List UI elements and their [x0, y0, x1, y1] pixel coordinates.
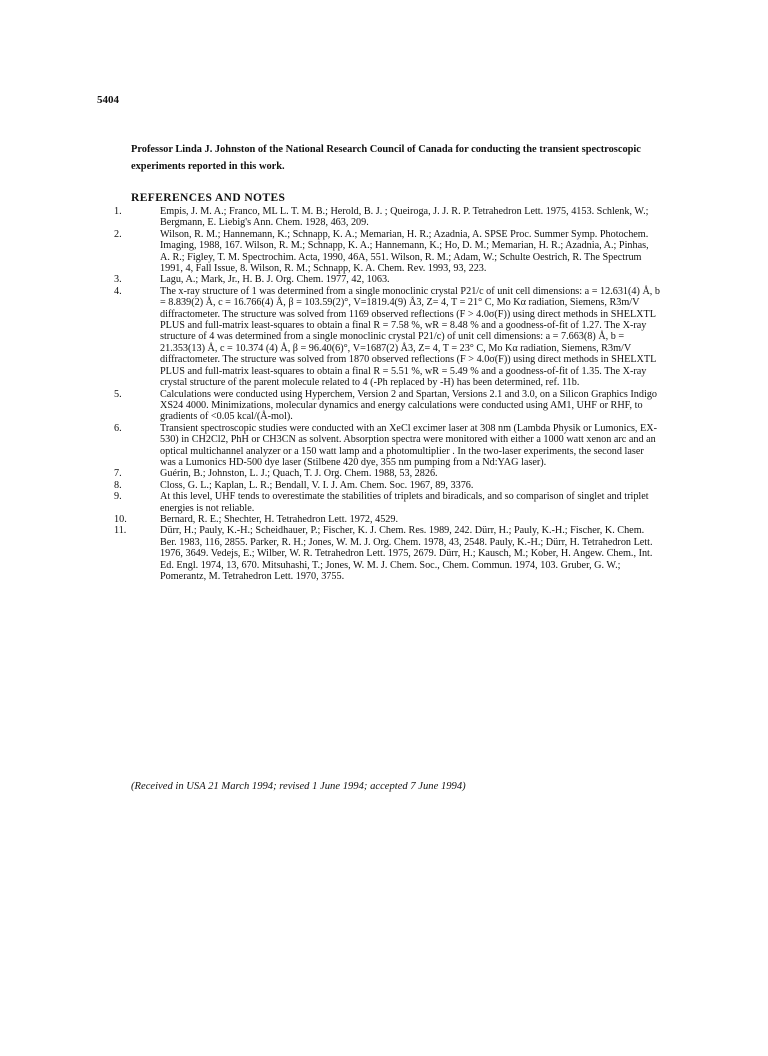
reference-text: Dürr, H.; Pauly, K.-H.; Scheidhauer, P.; Fischer, K. J. Chem. Res. 1989, 242. Dürr, H.; Pauly, K.-H.; Fischer, K. Chem. Ber. 1983, 116, 2855. Parker, R. H.; Jones, W. M. J. Org. Chem. 1978, 43, 2548. Pauly, K.-H.; Dürr, H. Tetrahedron Lett. 1976, 3649. Vedejs, E.; Wilber, W. R. Tetrahedron Lett. 1975, 2679. Dürr, H.; Kausch, M.; Kober, H. Angew. Chem., Int. Ed. Engl. 1974, 13, 670. Mitsuhashi, T.; Jones, W. M. J. Chem. Soc., Chem. Commun. 1974, 103. Gruber, G. W.; Pomerantz, M. Tetrahedron Lett. 1970, 3755. — [160, 525, 653, 582]
reference-text: Guérin, B.; Johnston, L. J.; Quach, T. J. Org. Chem. 1988, 53, 2826. — [160, 468, 438, 480]
reference-number: 5. — [114, 388, 122, 400]
reference-text: Calculations were conducted using Hyperchem, Version 2 and Spartan, Versions 2.1 and 3.0, on a Silicon Graphics Indigo XS24 4000. Minimizations, molecular dynamics and energy calculations were conducted using AM1, UHF or RHF, to gradients of <0.05 kcal/(Å-mol). — [160, 388, 658, 423]
reference-text: Lagu, A.; Mark, Jr., H. B. J. Org. Chem. 1977, 42, 1063. — [160, 274, 390, 286]
reference-text: The x-ray structure of 1 was determined from a single monoclinic crystal P21/c of unit cell dimensions: a = 12.631(4) Å, b = 8.839(2) Å, c = 16.766(4) Å, β = 103.59(2)°, V=1819.4(9) Å3, Z= 4, T = 21° C, Mo Kα radiation, Siemens, R3m/V diffractometer. The structure was solved from 1169 observed reflections (F > 4.0σ(F)) using direct methods in SHELXTL PLUS and full-matrix least-squares to obtain a final R = 7.58 %, wR = 8.48 % and a goodness-of-fit of 1.27. The X-ray structure of 4 was determined from a single monoclinic crystal P21/c) of unit cell dimensions: a = 7.663(8) Å, b = 21.353(13) Å, c = 10.374 (4) Å, β = 96.40(6)°, V=1687(2) Å3, Z= 4, T = 23° C, Mo Kα radiation, Siemens, R3m/V diffractometer. The structure was solved from 1870 observed reflections (F > 4.0σ(F)) using direct methods in SHELXTL PLUS and full-matrix least-squares to obtain a final R = 5.51 %, wR = 5.49 % and a goodness-of-fit of 1.35. The X-ray crystal structure of the parent molecule related to 4 (-Ph replaced by -H) has been determined, ref. 11b. — [160, 285, 660, 389]
reference-item — [112, 423, 660, 469]
received-dates-note: (Received in USA 21 March 1994; revised 1 June 1994; accepted 7 June 1994) — [131, 781, 466, 792]
reference-item — [112, 480, 660, 491]
reference-item — [112, 491, 660, 514]
reference-text: Wilson, R. M.; Hannemann, K.; Schnapp, K. A.; Memarian, H. R.; Azadnia, A. SPSE Proc. Summer Symp. Photochem. Imaging, 1988, 167. Wilson, R. M.; Schnapp, K. A.; Hannemann, K.; Ho, D. M.; Memarian, H. R.; Azadnia, A.; Pinhas, A. R.; Figley, T. M. Spectrochim. Acta, 1990, 46A, 551. Wilson, R. M.; Adam, W.; Schulte Oestrich, R. The Spectrum 1991, 4, Fall Issue, 8. Wilson, R. M.; Schnapp, K. A. Chem. Rev. 1993, 93, 223. — [160, 228, 649, 275]
reference-item — [112, 525, 660, 582]
reference-text: Bernard, R. E.; Shechter, H. Tetrahedron Lett. 1972, 4529. — [160, 513, 399, 525]
reference-text: Empis, J. M. A.; Franco, ML L. T. M. B.; Herold, B. J. ; Queiroga, J. J. R. P. Tetrahedron Lett. 1975, 4153. Schlenk, W.; Bergmann, E. Liebig's Ann. Chem. 1928, 463, 209. — [160, 206, 649, 229]
reference-number: 1. — [114, 206, 122, 217]
reference-item — [112, 274, 660, 285]
reference-item — [112, 286, 660, 389]
reference-number: 11. — [114, 525, 127, 537]
reference-item — [112, 468, 660, 479]
references-heading: REFERENCES AND NOTES — [131, 192, 286, 204]
reference-item — [112, 389, 660, 423]
reference-number: 10. — [114, 513, 127, 525]
reference-number: 9. — [114, 491, 122, 503]
page-number: 5404 — [97, 94, 119, 106]
reference-number: 2. — [114, 228, 122, 240]
reference-item — [112, 206, 660, 229]
reference-number: 6. — [114, 422, 122, 434]
reference-item — [112, 229, 660, 275]
reference-number: 7. — [114, 468, 122, 480]
reference-item — [112, 514, 660, 525]
acknowledgment-paragraph: Professor Linda J. Johnston of the National Research Council of Canada for conducting the transient spectroscopic experiments reported in this work. — [131, 144, 641, 172]
reference-text: Closs, G. L.; Kaplan, L. R.; Bendall, V. I. J. Am. Chem. Soc. 1967, 89, 3376. — [160, 479, 474, 491]
reference-number: 8. — [114, 479, 122, 491]
reference-number: 4. — [114, 285, 122, 297]
reference-text: Transient spectroscopic studies were conducted with an XeCl excimer laser at 308 nm (Lambda Physik or Lumonics, EX-530) in CH2Cl2, PhH or CH3CN as solvent. Absorption spectra were monitored with either a 1000 watt xenon arc and an optical multichannel analyzer or a 150 watt lamp and a photomultiplier . In the two-laser experiments, the second laser was a Lumonics HD-500 dye laser (Stilbene 420 dye, 355 nm pumping from a Nd:YAG laser). — [160, 422, 657, 468]
reference-number: 3. — [114, 274, 122, 286]
references-list — [112, 206, 660, 582]
reference-text: At this level, UHF tends to overestimate the stabilities of triplets and biradicals, and so comparison of singlet and triplet energies is not reliable. — [160, 491, 649, 514]
